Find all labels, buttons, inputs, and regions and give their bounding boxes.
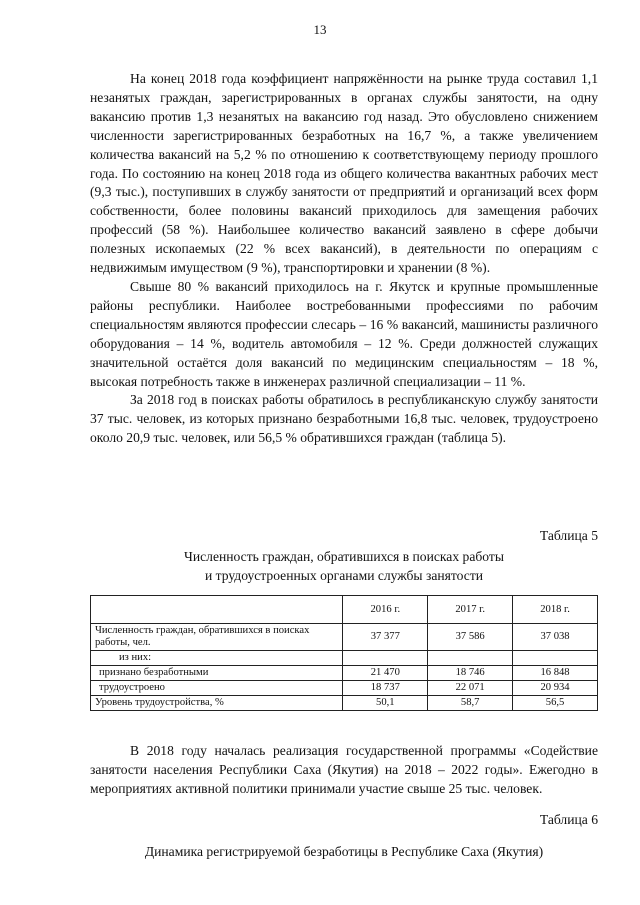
paragraph-1: На конец 2018 года коэффициент напряжённости на рынке труда составил 1,1 незанятых граждан, зарегистрированных в органах службы занятости, на одну вакансию против 1,3 незанятых на вакансию год назад. Это обусловлено снижением численности зарегистрированных безработных на 16,7 %, а также увеличением количества вакансий на 5,2 % по отношению к соответствующему периоду прошлого года. По состоянию на конец 2018 года из общего количества вакантных рабочих мест (9,3 тыс.), поступивших в службу занятости от предприятий и организаций всех форм собственности, более половины вакансий приходилось для замещения рабочих профессий (58 %). Наибольшее количество вакансий заявлено в сфере добычи полезных ископаемых (22 % всех вакансий), в деятельности по операциям с недвижимым имуществом (9 %), транспортировки и хранении (8 %).: [90, 71, 598, 276]
cell-value: 21 470: [343, 666, 428, 681]
table5-title-line2: и трудоустроенных органами службы занятости: [204, 568, 484, 583]
table-row: [91, 651, 598, 666]
table5: [90, 595, 598, 711]
table-row: [91, 696, 598, 711]
cell-value: 58,7: [428, 696, 513, 711]
paragraph-4: В 2018 году началась реализация государственной программы «Содействие занятости населения Республики Саха (Якутия) на 2018 – 2022 годы». Ежегодно в мероприятиях активной политики принимали участие свыше 25 тыс. человек.: [90, 743, 598, 796]
cell-value: 22 071: [428, 681, 513, 696]
cell-value: 37 377: [343, 624, 428, 651]
main-text: [90, 70, 598, 448]
row-label: Численность граждан, обратившихся в поисках работы, чел.: [91, 624, 343, 651]
cell-value: 18 737: [343, 681, 428, 696]
row-label: из них:: [91, 651, 343, 666]
cell-value: [513, 651, 598, 666]
header-cell: [91, 596, 343, 624]
cell-value: 18 746: [428, 666, 513, 681]
paragraph-3: За 2018 год в поисках работы обратилось в республиканскую службу занятости 37 тыс. человек, из которых признано безработными 16,8 тыс. человек, трудоустроено около 20,9 тыс. человек, или 56,5 % обратившихся граждан (таблица 5).: [90, 392, 598, 446]
table5-title: [90, 547, 598, 585]
text-after-table: [90, 742, 598, 799]
table-header-row: [91, 596, 598, 624]
cell-value: 56,5: [513, 696, 598, 711]
cell-value: 50,1: [343, 696, 428, 711]
cell-value: 20 934: [513, 681, 598, 696]
cell-value: [428, 651, 513, 666]
table-row: [91, 624, 598, 651]
table5-title-line1: Численность граждан, обратившихся в поисках работы: [184, 549, 504, 564]
cell-value: [343, 651, 428, 666]
row-label: признано безработными: [91, 666, 343, 681]
page-number: 13: [313, 22, 327, 37]
cell-value: 37 038: [513, 624, 598, 651]
row-label: трудоустроено: [91, 681, 343, 696]
cell-value: 16 848: [513, 666, 598, 681]
table5-label: Таблица 5: [539, 528, 598, 543]
header-cell: 2017 г.: [428, 596, 513, 624]
cell-value: 37 586: [428, 624, 513, 651]
header-cell: 2018 г.: [513, 596, 598, 624]
table6-label: Таблица 6: [539, 812, 598, 827]
table-row: [91, 666, 598, 681]
table-row: [91, 681, 598, 696]
table6-title: Динамика регистрируемой безработицы в Республике Саха (Якутия): [144, 844, 544, 859]
header-cell: 2016 г.: [343, 596, 428, 624]
row-label: Уровень трудоустройства, %: [91, 696, 343, 711]
paragraph-2: Свыше 80 % вакансий приходилось на г. Якутск и крупные промышленные районы республики. Наиболее востребованными профессиями по рабочим специальностям являются профессии слесарь – 16 % вакансий, машинисты различного оборудования – 14 %, водитель автомобиля – 12 %. Среди должностей служащих значительной остаётся доля вакансий по медицинским специальностям – 18 %, высокая потребность также в инженерах различной специализации – 11 %.: [90, 278, 598, 389]
